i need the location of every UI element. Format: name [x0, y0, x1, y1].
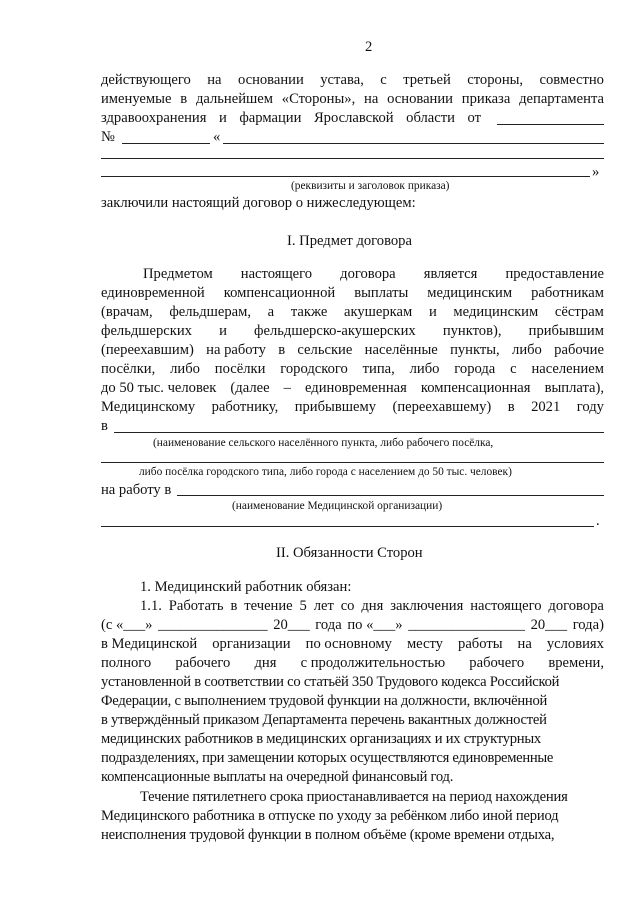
word: рабочие [554, 342, 604, 358]
item-1-1-line-6: Федерации, с выполнением трудовой функции на должности, включённой [101, 693, 548, 709]
word: настоящего [240, 266, 313, 282]
word: в [278, 342, 286, 358]
word: (далее [230, 380, 270, 396]
word: работы [458, 636, 503, 652]
word: организации [212, 636, 291, 652]
word: _______________ [158, 617, 268, 633]
word: года) [572, 617, 604, 633]
word: до 50 тыс. человек [101, 380, 217, 396]
section-1-line-9-prefix: в [101, 418, 108, 434]
word: и [428, 304, 437, 320]
word: течение [244, 598, 293, 614]
word: 20___ [530, 617, 568, 633]
word: рабочего [469, 655, 525, 671]
word: работникам [531, 285, 604, 301]
page-number: 2 [365, 39, 373, 55]
concluded-text: заключили настоящий договор о нижеследующем: [101, 195, 416, 211]
word: Работать [168, 598, 224, 614]
order-title-open-quote: « [213, 129, 221, 145]
word: пункты, [450, 342, 500, 358]
word: 5 [299, 598, 307, 614]
word: в [507, 399, 515, 415]
word: в [180, 91, 188, 107]
word: (переехавшему) [392, 399, 492, 415]
order-number-sign: № [101, 129, 115, 145]
word: населением [531, 361, 604, 377]
word: типа, [362, 361, 395, 377]
word: населённые [364, 342, 438, 358]
word: либо [409, 361, 440, 377]
order-title-blank-3 [101, 176, 590, 177]
word: посёлки, [101, 361, 156, 377]
word: приказа [461, 91, 511, 107]
item-1-1-line-2 [101, 616, 604, 634]
section-1-line-6 [101, 360, 604, 378]
word: выплата), [544, 380, 604, 396]
word: 1.1. [140, 598, 162, 614]
section-1-line-5 [101, 341, 604, 359]
word: фельдшерских [101, 323, 192, 339]
word: заключения [390, 598, 464, 614]
word: медицинским [427, 285, 513, 301]
word: является [423, 266, 478, 282]
item-1-1-line-9: подразделениях, при замещении которых осуществляются единовременные [101, 750, 554, 766]
section-1-line-4 [101, 322, 604, 340]
section-2-item-1: 1. Медицинский работник обязан: [140, 579, 352, 595]
word: либо [512, 342, 542, 358]
order-title-close-quote: » [592, 164, 600, 180]
word: дальнейшем [195, 91, 273, 107]
word: по «___» [347, 617, 403, 633]
word: на [517, 636, 532, 652]
word: либо [170, 361, 200, 377]
word: фельдшерам, [169, 304, 251, 320]
word: сельские [297, 342, 353, 358]
order-number-blank [122, 143, 210, 144]
word: от [467, 110, 481, 126]
word: компенсационной [223, 285, 336, 301]
word: (врачам, [101, 304, 153, 320]
section-1-line-1 [143, 265, 604, 283]
word: – [283, 380, 291, 396]
word: работнику, [211, 399, 279, 415]
word: устава, [320, 72, 364, 88]
section-1-line-7 [101, 379, 604, 397]
word: действующего [101, 72, 191, 88]
item-1-1-line-7: в утверждённый приказом Департамента перечень вакантных должностей [101, 712, 547, 728]
word: году [576, 399, 604, 415]
word: времени, [548, 655, 604, 671]
intro-line-2 [101, 90, 604, 108]
word: на [364, 91, 379, 107]
word: акушеркам [344, 304, 413, 320]
caption-organization: (наименование Медицинской организации) [232, 500, 443, 512]
section-1-title: I. Предмет договора [287, 233, 412, 249]
word: компенсационная [420, 380, 531, 396]
word: также [290, 304, 328, 320]
word: «Стороны», [281, 91, 356, 107]
word: условиях [546, 636, 604, 652]
word: предоставление [505, 266, 604, 282]
section-1-line-3 [101, 303, 604, 321]
organization-blank-2 [101, 526, 594, 527]
caption-settlement-2: либо посёлка городского типа, либо города с населением до 50 тыс. человек) [139, 466, 512, 478]
word: и [218, 110, 227, 126]
organization-blank-1 [177, 495, 604, 496]
word: стороны, [467, 72, 524, 88]
word: городского [280, 361, 348, 377]
word: 2021 [531, 399, 561, 415]
word: основании [387, 91, 453, 107]
word: в Медицинской [101, 636, 198, 652]
order-date-blank [497, 124, 604, 125]
word: договора [340, 266, 396, 282]
word: на работу [206, 342, 266, 358]
word: единовременной [101, 285, 205, 301]
word: Медицинскому [101, 399, 196, 415]
word: (переехавшим) [101, 342, 194, 358]
word: посёлки [214, 361, 266, 377]
word: рабочего [175, 655, 231, 671]
word: дня [361, 598, 384, 614]
word: с [510, 361, 517, 377]
intro-line-3 [101, 109, 481, 127]
word: области [406, 110, 455, 126]
word: со [340, 598, 355, 614]
item-1-1-line-1 [140, 597, 604, 615]
item-1-1-line-3 [101, 635, 604, 653]
order-title-blank-2 [101, 158, 604, 159]
word: выплаты [354, 285, 409, 301]
caption-settlement-1: (наименование сельского населённого пункта, либо рабочего посёлка, [153, 437, 494, 449]
word: единовременная [305, 380, 407, 396]
word: третьей [403, 72, 451, 88]
caption-order: (реквизиты и заголовок приказа) [291, 180, 450, 192]
word: (с «___» [101, 617, 153, 633]
item-1-1-line-10: компенсационные выплаты на очередной финансовый год. [101, 769, 454, 785]
word: в [230, 598, 238, 614]
word: с [380, 72, 387, 88]
word: основании [237, 72, 304, 88]
word: лет [313, 598, 334, 614]
section-1-end-period: . [596, 513, 600, 529]
item-1-1-line-8: медицинских работников в медицинских организациях и их структурных [101, 731, 541, 747]
word: совместно [539, 72, 604, 88]
order-title-blank-1 [223, 143, 604, 144]
word: настоящего [470, 598, 542, 614]
word: а [267, 304, 275, 320]
word: и [219, 323, 227, 339]
word: Ярославской [313, 110, 394, 126]
settlement-blank-2 [101, 462, 604, 463]
word: полного [101, 655, 152, 671]
item-1-1-line-5: установленной в соответствии со статьёй 350 Трудового кодекса Российской [101, 674, 560, 690]
word: пунктов), [442, 323, 502, 339]
section-2-title: II. Обязанности Сторон [276, 545, 423, 561]
word: 20___ [273, 617, 310, 633]
word: Предметом [143, 266, 213, 282]
word: медицинским [453, 304, 539, 320]
word: именуемые [101, 91, 172, 107]
word: прибывшему [294, 399, 376, 415]
item-1-1-line-4 [101, 654, 604, 672]
word: города [454, 361, 496, 377]
section-1-line-2 [101, 284, 604, 302]
word: на [207, 72, 222, 88]
word: договора [548, 598, 604, 614]
intro-line-1 [101, 71, 604, 89]
suspend-line-1: Течение пятилетнего срока приостанавливается на период нахождения [140, 789, 568, 805]
word: года [315, 617, 342, 633]
word: сёстрам [554, 304, 604, 320]
section-1-line-8 [101, 398, 604, 416]
word: департамента [519, 91, 604, 107]
suspend-line-2: Медицинского работника в отпуске по уходу за ребёнком либо иной период [101, 808, 559, 824]
word: фельдшерско-акушерских [254, 323, 416, 339]
settlement-blank-1 [114, 432, 604, 433]
word: по основному [305, 636, 392, 652]
word: дня [254, 655, 277, 671]
word: месту [406, 636, 443, 652]
word: с продолжительностью [300, 655, 446, 671]
word: фармации [239, 110, 302, 126]
word: здравоохранения [101, 110, 207, 126]
word: прибывшим [528, 323, 604, 339]
to-work-text: на работу в [101, 482, 172, 498]
word: ________________ [408, 617, 525, 633]
suspend-line-3: неисполнения трудовой функции в полном объёме (кроме времени отдыха, [101, 827, 555, 843]
